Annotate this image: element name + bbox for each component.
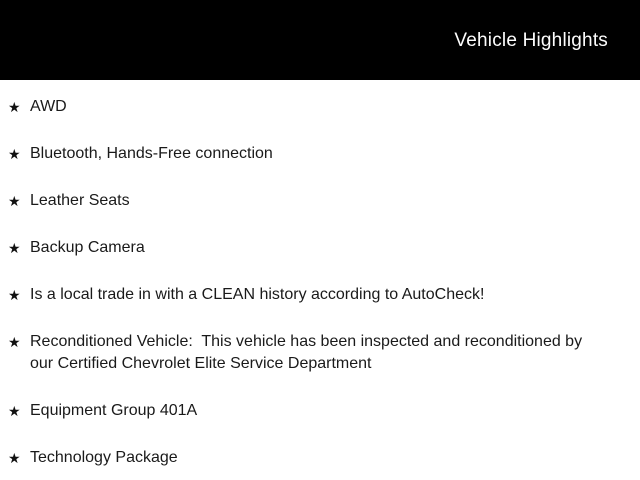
highlight-item: [8, 237, 585, 259]
highlights-list: [0, 80, 640, 469]
star-bullet-icon: ★: [8, 146, 21, 162]
star-bullet-icon: ★: [8, 193, 21, 209]
star-bullet-icon: ★: [8, 287, 21, 303]
highlight-text: Equipment Group 401A: [30, 402, 198, 419]
star-bullet-icon: ★: [8, 450, 21, 466]
highlight-item: [8, 190, 585, 212]
highlight-text: Reconditioned Vehicle: This vehicle has been inspected and reconditioned by our Certified Chevrolet Elite Service Department: [30, 333, 583, 372]
highlight-text: AWD: [30, 98, 67, 115]
highlight-text: Bluetooth, Hands-Free connection: [30, 145, 273, 162]
highlight-item: [8, 447, 585, 469]
highlight-item: [8, 400, 585, 422]
star-bullet-icon: ★: [8, 99, 21, 115]
highlight-item: [8, 96, 585, 118]
star-bullet-icon: ★: [8, 403, 21, 419]
highlight-text: Technology Package: [30, 449, 178, 466]
star-bullet-icon: ★: [8, 240, 21, 256]
highlight-item: [8, 331, 585, 375]
vehicle-highlights-header: [0, 0, 640, 80]
page-title: Vehicle Highlights: [454, 29, 608, 51]
star-bullet-icon: ★: [8, 334, 21, 350]
highlight-item: [8, 143, 585, 165]
highlight-item: [8, 284, 585, 306]
highlight-text: Leather Seats: [30, 192, 130, 209]
highlight-text: Is a local trade in with a CLEAN history according to AutoCheck!: [30, 286, 485, 303]
highlight-text: Backup Camera: [30, 239, 145, 256]
